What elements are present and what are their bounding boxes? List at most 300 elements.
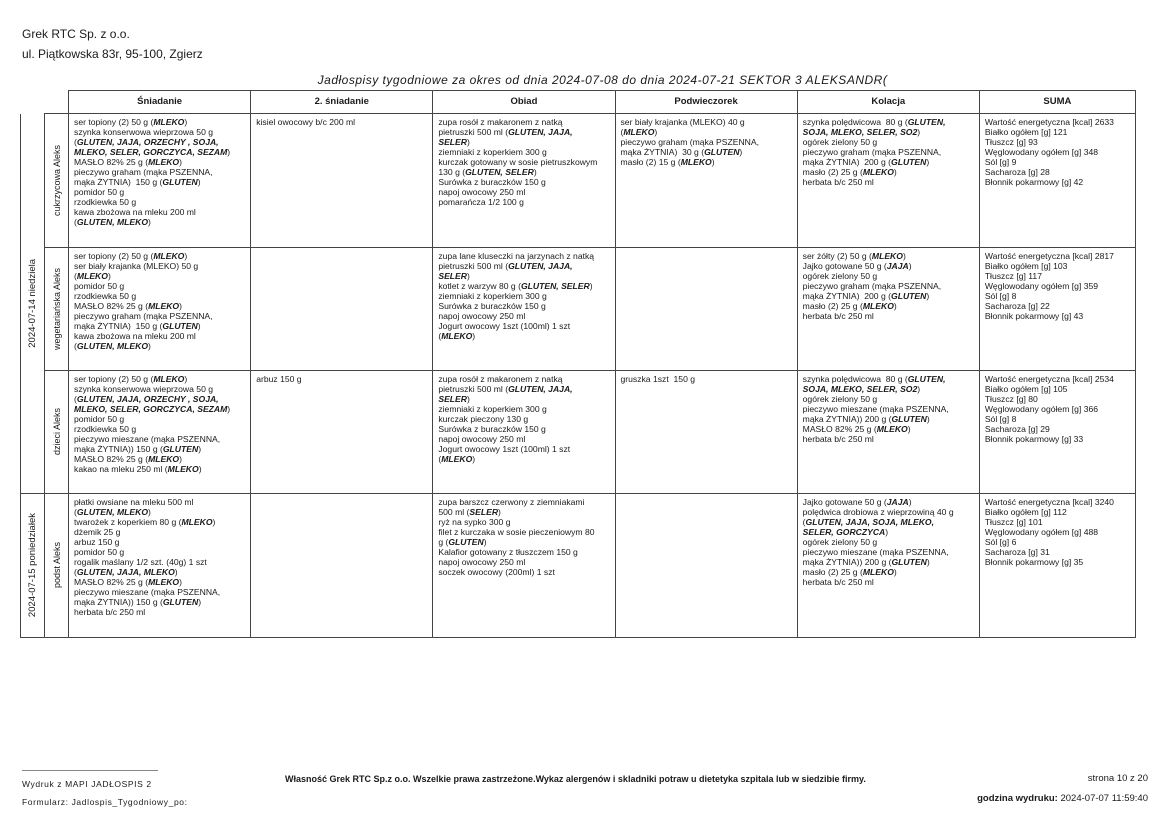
meal-line — [803, 137, 975, 147]
meal-line — [74, 424, 246, 434]
meal-text: herbata b/c 250 ml — [802, 311, 874, 321]
meal-cell-drugie-sniadanie — [251, 371, 433, 494]
meal-text: Węglowodany ogółem [g] 366 — [984, 404, 1099, 414]
meal-text: Wartość energetyczna [kcal] 2817 — [984, 251, 1114, 261]
meal-line — [803, 311, 975, 321]
meal-text: ) — [198, 464, 202, 474]
allergen-text: JAJA — [886, 497, 909, 507]
allergen-text: JAJA — [886, 261, 909, 271]
header-row — [21, 91, 1136, 114]
company-header — [22, 24, 203, 64]
meal-line — [438, 197, 610, 207]
meal-text: ( — [802, 517, 806, 527]
nutrition-line — [985, 557, 1131, 567]
meal-cell-kolacja — [797, 248, 979, 371]
meal-text: masło (2) 15 g ( — [620, 157, 681, 167]
nutrition-line — [985, 167, 1131, 177]
meal-text: mąka ŻYTNIA)) 200 g ( — [802, 414, 892, 424]
meal-text: gruszka 1szt 150 g — [620, 374, 696, 384]
meal-text: ) — [907, 424, 911, 434]
meal-cell-suma — [979, 494, 1135, 638]
meal-text: ) — [908, 261, 912, 271]
meal-line — [803, 167, 975, 177]
meal-text: dżemik 25 g — [74, 527, 121, 537]
diet-name: podst Aleks — [51, 542, 62, 589]
allergen-text: GLUTEN, — [907, 117, 946, 127]
meal-line — [438, 281, 610, 291]
allergen-text: MLEKO — [181, 517, 213, 527]
meal-line — [74, 301, 246, 311]
allergen-text: MLEKO — [148, 157, 180, 167]
allergen-text: GLUTEN, — [907, 374, 946, 384]
allergen-text: GLUTEN, JAJA, ORZECHY , SOJA, — [76, 394, 219, 404]
meal-text: Sacharoza [g] 28 — [984, 167, 1050, 177]
meal-text: pieczywo mieszane (mąka PSZENNA, — [802, 404, 949, 414]
column-header-obiad: Obiad — [433, 91, 615, 114]
nutrition-line — [985, 117, 1131, 127]
diet-name-cell — [45, 114, 69, 248]
column-header-kolacja: Kolacja — [797, 91, 979, 114]
nutrition-line — [985, 251, 1131, 261]
meal-line — [74, 454, 246, 464]
allergen-text: SELER, GORCZYCA — [802, 527, 886, 537]
allergen-text: GLUTEN — [162, 597, 199, 607]
meal-text: ) — [917, 384, 921, 394]
meal-text: ( — [438, 454, 442, 464]
allergen-text: MLEKO — [441, 454, 473, 464]
meal-text: ( — [74, 567, 77, 577]
allergen-text: GLUTEN, MLEKO — [76, 507, 149, 517]
meal-text: ) — [227, 147, 231, 157]
allergen-text: MLEKO — [148, 454, 180, 464]
meal-text: pietruszki 500 ml ( — [438, 127, 509, 137]
meal-text: ) — [533, 167, 537, 177]
meal-line — [438, 527, 610, 537]
allergen-text: GLUTEN, JAJA, MLEKO — [76, 567, 175, 577]
allergen-text: SELER — [438, 394, 467, 404]
meal-text: pieczywo graham (mąka PSZENNA, — [74, 311, 213, 321]
meal-cell-obiad — [433, 371, 615, 494]
meal-line — [74, 444, 246, 454]
meal-text: ( — [620, 127, 624, 137]
meal-line — [438, 137, 610, 147]
meal-text: ) — [472, 331, 476, 341]
meal-line — [74, 517, 246, 527]
meal-line — [803, 281, 975, 291]
meal-text: pieczywo graham (mąka PSZENNA, — [802, 281, 942, 291]
nutrition-line — [985, 537, 1131, 547]
meal-line — [74, 331, 246, 341]
meal-line — [803, 374, 975, 384]
meal-line — [438, 557, 610, 567]
meal-line — [74, 394, 246, 404]
meal-text: Jajko gotowane 50 g ( — [802, 497, 887, 507]
nutrition-line — [985, 137, 1131, 147]
meal-line — [438, 434, 610, 444]
page-title: Jadłospisy tygodniowe za okres od dnia 2024-07-08 do dnia 2024-07-21 SEKTOR 3 ALEKSANDR( — [317, 73, 888, 87]
meal-text: ogórek zielony 50 g — [802, 271, 878, 281]
meal-text: ( — [74, 507, 77, 517]
meal-line — [803, 251, 975, 261]
day-date-cell — [21, 114, 45, 494]
meal-text: ) — [179, 301, 182, 311]
meal-text: kurczak pieczony 130 g — [438, 414, 529, 424]
allergen-text: GLUTEN — [704, 147, 740, 157]
nutrition-line — [985, 311, 1131, 321]
meal-text: ziemniaki z koperkiem 300 g — [438, 404, 547, 414]
meal-cell-suma — [979, 248, 1135, 371]
allergen-text: GLUTEN, SELER — [465, 167, 534, 177]
meal-text: mąka ŻYTNIA) 150 g ( — [74, 177, 163, 187]
allergen-text: MLEKO — [153, 117, 185, 127]
meal-line — [438, 404, 610, 414]
meal-text: ) — [107, 271, 111, 281]
meal-cell-kolacja — [797, 114, 979, 248]
meal-line — [438, 567, 610, 577]
meal-cell-kolacja — [797, 371, 979, 494]
meal-text: zupa rosół z makaronem z natką — [438, 117, 563, 127]
meal-line — [438, 394, 610, 404]
meal-text: ( — [74, 271, 77, 281]
footer-left — [22, 770, 188, 811]
meal-text: pieczywo mieszane (mąka PSZENNA, — [802, 547, 949, 557]
meal-text: ) — [184, 374, 188, 384]
meal-text: Jogurt owocowy 1szt (100ml) 1 szt — [438, 321, 571, 331]
nutrition-line — [985, 517, 1131, 527]
meal-text: Węglowodany ogółem [g] 359 — [984, 281, 1099, 291]
print-source: Wydruk z MAPI JADŁOSPIS 2 — [22, 779, 152, 789]
allergen-text: GLUTEN — [162, 177, 198, 187]
meal-line — [803, 537, 975, 547]
meal-text: ) — [467, 271, 470, 281]
meal-line — [803, 434, 975, 444]
meal-text: ) — [227, 404, 231, 414]
meal-text: kisiel owocowy b/c 200 ml — [256, 117, 356, 127]
allergen-text: MLEKO — [153, 251, 185, 261]
meal-text: Błonnik pokarmowy [g] 43 — [984, 311, 1084, 321]
meal-text: ) — [902, 251, 906, 261]
meal-line — [438, 127, 610, 137]
meal-text: mąka ŻYTNIA)) 150 g ( — [74, 597, 163, 607]
allergen-text: GLUTEN, JAJA, SOJA, MLEKO, — [805, 517, 934, 527]
meal-text: pomarańcza 1/2 100 g — [438, 197, 524, 207]
nutrition-line — [985, 177, 1131, 187]
meal-line — [74, 537, 246, 547]
meal-text: szynka konserwowa wieprzowa 50 g — [74, 127, 214, 137]
meal-text: pomidor 50 g — [74, 547, 125, 557]
allergen-text: MLEKO, SELER, GORCZYCA, SEZAM — [74, 147, 228, 157]
meal-text: ) — [483, 537, 487, 547]
meal-text: kakao na mleku 250 ml ( — [74, 464, 168, 474]
meal-text: pomidor 50 g — [74, 414, 125, 424]
meal-line — [803, 517, 975, 527]
meal-text: masło (2) 25 g ( — [802, 167, 863, 177]
company-address: ul. Piątkowska 83r, 95-100, Zgierz — [22, 47, 203, 61]
allergen-text: MLEKO — [680, 157, 712, 167]
nutrition-line — [985, 384, 1131, 394]
meal-line — [438, 424, 610, 434]
meal-cell-podwieczorek — [615, 114, 797, 248]
meal-text: MASŁO 82% 25 g ( — [74, 157, 149, 167]
diet-name-cell — [45, 248, 69, 371]
meal-line — [803, 567, 975, 577]
meal-line — [74, 404, 246, 414]
meal-text: mąka ŻYTNIA) 150 g ( — [74, 321, 163, 331]
allergen-text: MLEKO — [862, 567, 894, 577]
column-header-suma: SUMA — [979, 91, 1135, 114]
meal-cell-obiad — [433, 248, 615, 371]
meal-text: MASŁO 82% 25 g ( — [802, 424, 877, 434]
meal-cell-obiad — [433, 494, 615, 638]
meal-text: ) — [198, 444, 202, 454]
meal-text: ) — [184, 117, 188, 127]
meal-text: ) — [179, 157, 182, 167]
meal-text: ogórek zielony 50 g — [802, 537, 878, 547]
meal-text: mąka ŻYTNIA) 200 g ( — [802, 291, 892, 301]
nutrition-line — [985, 147, 1131, 157]
allergen-text: GLUTEN — [891, 291, 927, 301]
meal-line — [621, 137, 793, 147]
meal-line — [74, 587, 246, 597]
meal-text: kawa zbożowa na mleku 200 ml — [74, 331, 196, 341]
meal-text: ) — [893, 301, 897, 311]
meal-text: pietruszki 500 ml ( — [438, 384, 509, 394]
meal-line — [621, 374, 793, 384]
menu-table — [20, 90, 1136, 638]
meal-text: ) — [179, 577, 182, 587]
meal-text: masło (2) 25 g ( — [802, 567, 863, 577]
meal-line — [74, 374, 246, 384]
nutrition-line — [985, 404, 1131, 414]
allergen-text: GLUTEN, JAJA, — [508, 384, 573, 394]
header-spacer — [21, 91, 45, 114]
meal-cell-sniadanie — [69, 494, 251, 638]
nutrition-line — [985, 394, 1131, 404]
meal-text: płatki owsiane na mleku 500 ml — [74, 497, 194, 507]
meal-line — [438, 147, 610, 157]
meal-text: ) — [467, 137, 470, 147]
diet-name: cukrzycowa Aleks — [51, 144, 62, 217]
meal-line — [256, 117, 428, 127]
meal-line — [438, 117, 610, 127]
meal-text: ( — [74, 394, 77, 404]
meal-text: ogórek zielony 50 g — [802, 394, 878, 404]
meal-line — [74, 271, 246, 281]
diet-row — [21, 494, 1136, 638]
meal-line — [74, 117, 246, 127]
nutrition-line — [985, 281, 1131, 291]
meal-text: Węglowodany ogółem [g] 488 — [984, 527, 1099, 537]
ownership-note: Własność Grek RTC Sp.z o.o. Wszelkie prawa zastrzeżone.Wykaz alergenów i skladniki potraw u dietetyka szpitala lub w siedzibie firmy. — [285, 774, 866, 784]
meal-line — [438, 507, 610, 517]
meal-text: ) — [184, 251, 188, 261]
form-name: Formularz: Jadlospis_Tygodniowy_po: — [22, 797, 188, 807]
meal-text: pieczywo graham (mąka PSZENNA, — [620, 137, 759, 147]
meal-text: ser topiony (2) 50 g ( — [74, 374, 154, 384]
meal-line — [74, 187, 246, 197]
meal-line — [74, 384, 246, 394]
meal-text: szynka polędwicowa 80 g ( — [802, 117, 908, 127]
meal-text: mąka ŻYTNIA) 200 g ( — [802, 157, 892, 167]
meal-cell-kolacja — [797, 494, 979, 638]
allergen-text: SELER — [438, 137, 467, 147]
meal-text: kotlet z warzyw 80 g ( — [438, 281, 521, 291]
meal-text: Surówka z buraczków 150 g — [438, 177, 546, 187]
meal-line — [803, 301, 975, 311]
meal-line — [74, 261, 246, 271]
meal-text: ) — [467, 394, 470, 404]
meal-cell-podwieczorek — [615, 248, 797, 371]
meal-text: ( — [74, 341, 77, 351]
meal-line — [438, 331, 610, 341]
nutrition-line — [985, 507, 1131, 517]
meal-line — [74, 321, 246, 331]
nutrition-line — [985, 301, 1131, 311]
meal-text: MASŁO 82% 25 g ( — [74, 301, 149, 311]
meal-line — [74, 177, 246, 187]
meal-cell-podwieczorek — [615, 494, 797, 638]
meal-line — [803, 507, 975, 517]
meal-text: Błonnik pokarmowy [g] 33 — [984, 434, 1084, 444]
meal-line — [438, 454, 610, 464]
meal-line — [438, 497, 610, 507]
meal-text: zupa barszcz czerwony z ziemniakami — [438, 497, 585, 507]
meal-text: ) — [926, 291, 930, 301]
allergen-text: GLUTEN — [162, 321, 198, 331]
meal-cell-suma — [979, 371, 1135, 494]
meal-line — [621, 147, 793, 157]
meal-text: rzodkiewka 50 g — [74, 291, 137, 301]
meal-line — [438, 311, 610, 321]
meal-line — [438, 261, 610, 271]
allergen-text: GLUTEN, JAJA, ORZECHY , SOJA, — [76, 137, 219, 147]
footer-rule — [22, 770, 158, 771]
nutrition-line — [985, 527, 1131, 537]
meal-text: Sól [g] 9 — [984, 157, 1017, 167]
meal-line — [74, 567, 246, 577]
meal-cell-sniadanie — [69, 371, 251, 494]
allergen-text: SELER — [469, 507, 499, 517]
meal-line — [438, 321, 610, 331]
meal-text: Sacharoza [g] 31 — [984, 547, 1050, 557]
meal-text: ) — [498, 507, 501, 517]
nutrition-line — [985, 271, 1131, 281]
meal-line — [621, 117, 793, 127]
meal-text: pieczywo graham (mąka PSZENNA, — [802, 147, 942, 157]
meal-text: ) — [711, 157, 715, 167]
allergen-text: MLEKO — [876, 424, 908, 434]
meal-text: napoj owocowy 250 ml — [438, 434, 526, 444]
meal-text: ser biały krajanka (MLEKO) 40 g — [620, 117, 745, 127]
meal-text: ( — [74, 137, 77, 147]
menu-body — [21, 114, 1136, 638]
meal-line — [74, 434, 246, 444]
meal-line — [74, 147, 246, 157]
diet-name: dzieci Aleks — [51, 408, 62, 456]
meal-line — [803, 404, 975, 414]
allergen-text: MLEKO — [153, 374, 185, 384]
allergen-text: SOJA, MLEKO, SELER, SO2 — [802, 127, 918, 137]
meal-text: rzodkiewka 50 g — [74, 424, 137, 434]
meal-line — [438, 291, 610, 301]
meal-line — [803, 394, 975, 404]
meal-line — [438, 547, 610, 557]
meal-text: Tłuszcz [g] 80 — [984, 394, 1038, 404]
allergen-text: SELER — [438, 271, 467, 281]
meal-text: zupa lane kluseczki na jarzynach z natką — [438, 251, 595, 261]
meal-text: Białko ogółem [g] 103 — [984, 261, 1068, 271]
nutrition-line — [985, 547, 1131, 557]
meal-text: szynka konserwowa wieprzowa 50 g — [74, 384, 214, 394]
meal-line — [803, 127, 975, 137]
nutrition-line — [985, 424, 1131, 434]
meal-line — [438, 374, 610, 384]
meal-line — [74, 157, 246, 167]
day-date-cell — [21, 494, 45, 638]
allergen-text: MLEKO — [862, 167, 894, 177]
meal-text: herbata b/c 250 ml — [802, 177, 874, 187]
company-name: Grek RTC Sp. z o.o. — [22, 27, 130, 41]
meal-text: ) — [926, 414, 930, 424]
meal-text: kawa zbożowa na mleku 200 ml — [74, 207, 196, 217]
meal-line — [74, 281, 246, 291]
meal-line — [74, 251, 246, 261]
meal-cell-podwieczorek — [615, 371, 797, 494]
meal-text: ) — [589, 281, 593, 291]
meal-line — [803, 384, 975, 394]
meal-text: ) — [926, 157, 930, 167]
print-time — [977, 793, 1148, 804]
allergen-text: GLUTEN, JAJA, — [508, 127, 573, 137]
meal-line — [438, 301, 610, 311]
meal-line — [438, 187, 610, 197]
meal-text: Tłuszcz [g] 93 — [984, 137, 1038, 147]
meal-text: ) — [212, 517, 216, 527]
meal-line — [74, 464, 246, 474]
meal-line — [438, 517, 610, 527]
diet-row — [21, 248, 1136, 371]
meal-text: ) — [198, 597, 202, 607]
meal-text: Błonnik pokarmowy [g] 42 — [984, 177, 1084, 187]
meal-line — [74, 341, 246, 351]
meal-line — [74, 497, 246, 507]
meal-line — [74, 197, 246, 207]
meal-text: pomidor 50 g — [74, 187, 125, 197]
meal-line — [438, 384, 610, 394]
meal-line — [74, 607, 246, 617]
meal-text: arbuz 150 g — [256, 374, 302, 384]
meal-text: polędwica drobiowa z wieprzowiną 40 g — [802, 507, 954, 517]
meal-cell-suma — [979, 114, 1135, 248]
meal-line — [438, 537, 610, 547]
nutrition-line — [985, 497, 1131, 507]
meal-text: ) — [739, 147, 743, 157]
allergen-text: GLUTEN — [891, 557, 927, 567]
meal-text: ziemniaki z koperkiem 300 g — [438, 291, 547, 301]
meal-text: ( — [74, 217, 77, 227]
meal-text: Błonnik pokarmowy [g] 35 — [984, 557, 1084, 567]
allergen-text: GLUTEN — [162, 444, 199, 454]
meal-text: MASŁO 82% 25 g ( — [74, 454, 149, 464]
meal-text: MASŁO 82% 25 g ( — [74, 577, 149, 587]
meal-line — [74, 217, 246, 227]
meal-text: kurczak gotowany w sosie pietruszkowym — [438, 157, 598, 167]
meal-text: ( — [438, 331, 442, 341]
allergen-text: MLEKO — [148, 301, 180, 311]
meal-text: napoj owocowy 250 ml — [438, 557, 526, 567]
meal-line — [438, 177, 610, 187]
meal-text: ) — [893, 567, 897, 577]
